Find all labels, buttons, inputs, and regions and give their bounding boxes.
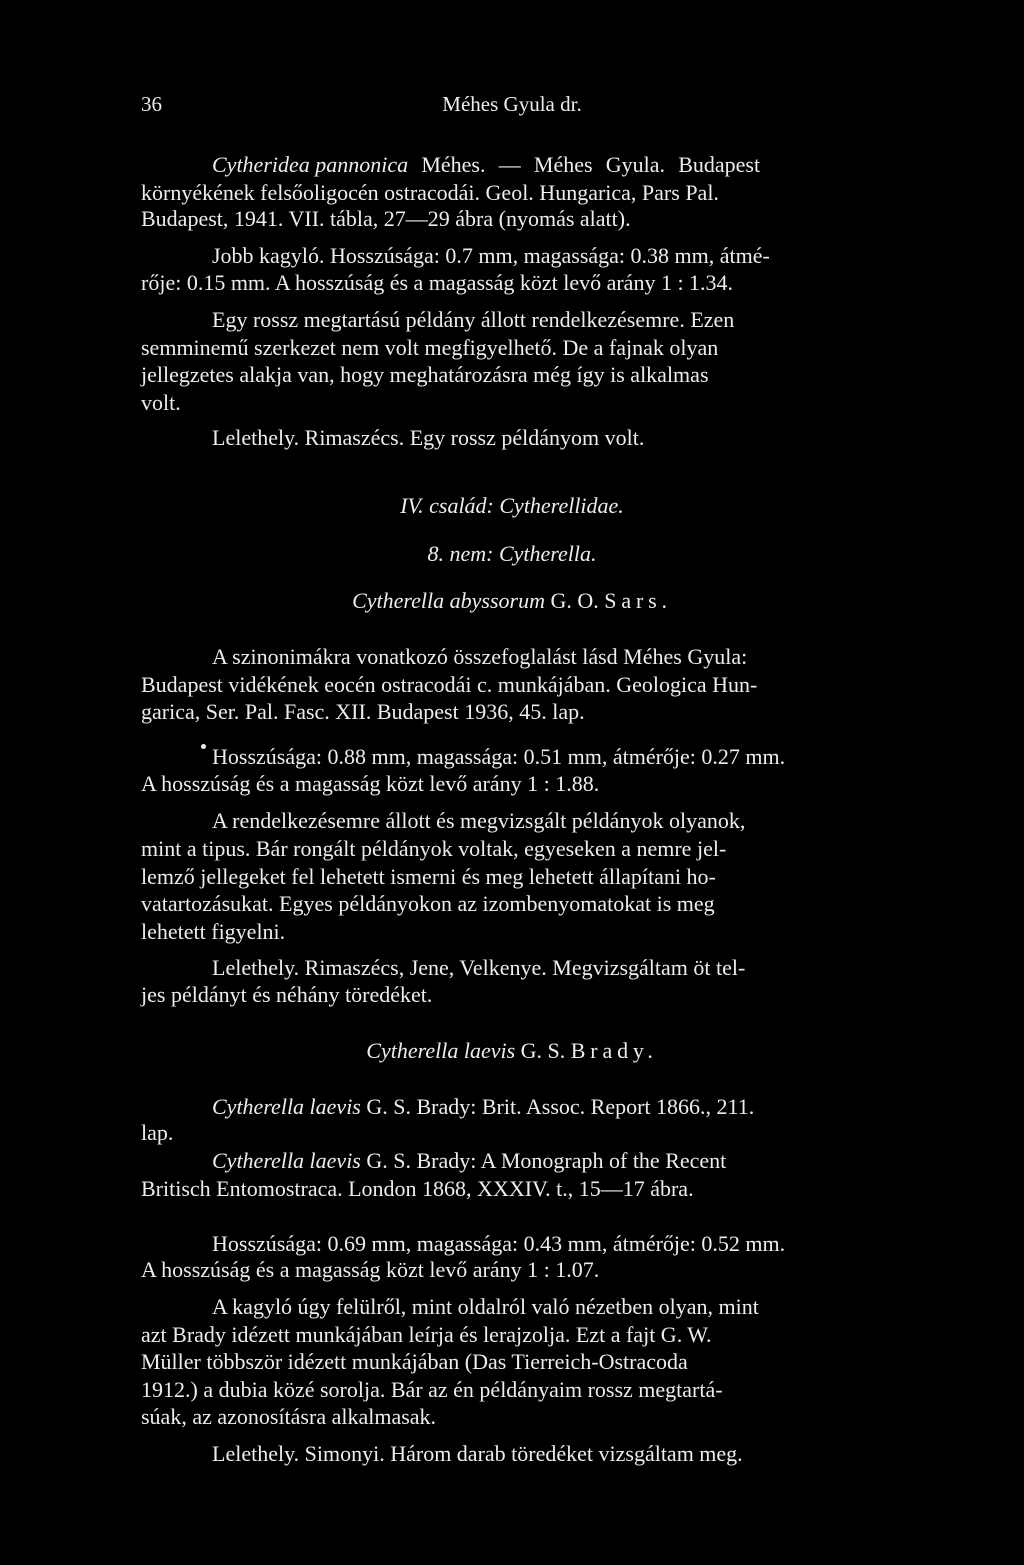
abyssorum-title: [0, 588, 1024, 614]
laevis-measure-1: Hosszúsága: 0.69 mm, magassága: 0.43 mm, átmérője: 0.52 mm.: [212, 1231, 786, 1256]
laevis-ref-1: [212, 1094, 1024, 1120]
running-head: Méhes Gyula dr.: [442, 92, 582, 116]
cytheridea-locality: Lelethely. Rimaszécs. Egy rossz példányom volt.: [212, 425, 645, 450]
abyssorum-measure-2: A hosszúság és a magasság közt levő arány 1 : 1.88.: [141, 771, 600, 796]
abyssorum-syn-1: A szinonimákra vonatkozó összefoglalást lásd Méhes Gyula:: [212, 644, 748, 669]
laevis-para-2: azt Brady idézett munkájában leírja és lerajzolja. Ezt a fajt G. W.: [141, 1322, 712, 1347]
species-name: Cytherella laevis: [366, 1038, 516, 1063]
reference-text: Méhes. — Méhes Gyula. Budapest: [408, 152, 761, 177]
laevis-title: [0, 1038, 1024, 1064]
family-heading: IV. család: Cytherellidae.: [400, 493, 624, 518]
cytheridea-ref-line-3: Budapest, 1941. VII. tábla, 27—29 ábra (nyomás alatt).: [141, 206, 631, 231]
reference-text: G. S. Brady: Brit. Assoc. Report 1866., 211.: [366, 1094, 755, 1119]
abyssorum-locality-1: Lelethely. Rimaszécs, Jene, Velkenye. Megvizsgáltam öt tel-: [212, 955, 746, 980]
abyssorum-para-1: A rendelkezésemre állott és megvizsgált példányok olyanok,: [212, 808, 746, 833]
abyssorum-syn-2: Budapest vidékének eocén ostracodái c. munkájában. Geologica Hun-: [141, 672, 758, 697]
cytheridea-para-2: semminemű szerkezet nem volt megfigyelhető. De a fajnak olyan: [141, 335, 719, 360]
cytheridea-ref-line-2: [141, 180, 883, 206]
abyssorum-locality-2: jes példányt és néhány töredéket.: [141, 982, 433, 1007]
text-line: környékének felsőoligocén ostracodái. Geol. Hungarica, Pars Pal.: [141, 180, 719, 205]
cytheridea-ref-line-1: [212, 152, 883, 178]
author-initials: G. O.: [550, 588, 599, 613]
abyssorum-para-4: vatartozásukat. Egyes példányokon az izombenyomatokat is meg: [141, 891, 715, 916]
abyssorum-para-5: lehetett figyelni.: [141, 919, 286, 944]
cytheridea-para-3: jellegzetes alakja van, hogy meghatározásra még így is alkalmas: [141, 362, 709, 387]
species-name: Cytherella laevis: [212, 1094, 361, 1119]
cytheridea-measure-2: rője: 0.15 mm. A hosszúság és a magasság közt levő arány 1 : 1.34.: [141, 270, 734, 295]
abyssorum-syn-3: garica, Ser. Pal. Fasc. XII. Budapest 1936, 45. lap.: [141, 699, 585, 724]
author-initials: G. S.: [520, 1038, 566, 1063]
cytheridea-measure-1: Jobb kagyló. Hosszúsága: 0.7 mm, magassága: 0.38 mm, átmé-: [212, 243, 770, 268]
laevis-ref-1-cont: lap.: [141, 1120, 174, 1145]
laevis-para-3: Müller többször idézett munkájában (Das Tierreich-Ostracoda: [141, 1349, 688, 1374]
abyssorum-para-3: lemző jellegeket fel lehetett ismerni és meg lehetett állapítani ho-: [141, 864, 716, 889]
bullet-dot: [201, 744, 206, 749]
laevis-ref-2: [212, 1148, 1024, 1174]
laevis-locality: Lelethely. Simonyi. Három darab töredéket vizsgáltam meg.: [212, 1441, 743, 1466]
page-number: 36: [141, 92, 162, 116]
laevis-para-4: 1912.) a dubia közé sorolja. Bár az én példányaim rossz megtartá-: [141, 1377, 723, 1402]
genus-heading: 8. nem: Cytherella.: [427, 541, 597, 566]
laevis-para-5: súak, az azonosításra alkalmasak.: [141, 1404, 437, 1429]
author-name: Sars.: [604, 588, 672, 613]
species-name: Cytherella abyssorum: [352, 588, 545, 613]
laevis-measure-2: A hosszúság és a magasság közt levő arány 1 : 1.07.: [141, 1257, 600, 1282]
abyssorum-para-2: mint a tipus. Bár rongált példányok voltak, egyeseken a nemre jel-: [141, 836, 727, 861]
abyssorum-measure-1: Hosszúsága: 0.88 mm, magassága: 0.51 mm, átmérője: 0.27 mm.: [212, 744, 786, 769]
reference-text: G. S. Brady: A Monograph of the Recent: [366, 1148, 727, 1173]
laevis-ref-2-cont: Britisch Entomostraca. London 1868, XXXIV. t., 15—17 ábra.: [141, 1176, 694, 1201]
cytheridea-para-1: Egy rossz megtartású példány állott rendelkezésemre. Ezen: [212, 307, 735, 332]
laevis-para-1: A kagyló úgy felülről, mint oldalról való nézetben olyan, mint: [212, 1294, 759, 1319]
author-name: Brady.: [570, 1038, 658, 1063]
cytheridea-para-4: volt.: [141, 390, 181, 415]
species-name: Cytheridea pannonica: [212, 152, 409, 177]
species-name: Cytherella laevis: [212, 1148, 361, 1173]
